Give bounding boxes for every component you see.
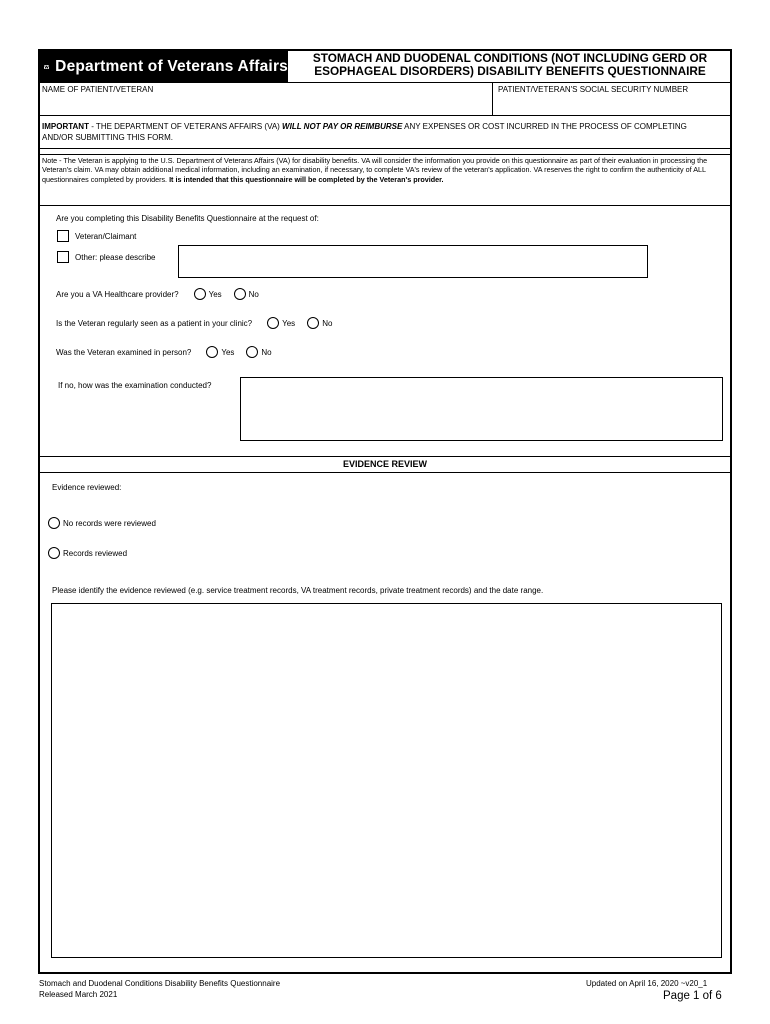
form-title: STOMACH AND DUODENAL CONDITIONS (NOT INCLUDING GERD OR ESOPHAGEAL DISORDERS) DISABILITY BENEFITS QUESTIONNAIRE	[312, 51, 708, 78]
va-seal-icon	[44, 55, 49, 79]
healthcare-no-radio[interactable]	[234, 288, 246, 300]
page-number: Page 1 of 6	[663, 990, 722, 1002]
note-paragraph: Note - The Veteran is applying to the U.S. Department of Veterans Affairs (VA) for disability benefits. VA will consider the information you provide on this questionnaire as part of their evaluation in processing the Veteran's claim. VA may obtain additional medical information, including an examination, if necessary, to complete VA's review of the veteran's application. VA reserves the right to confirm the authenticity of ALL questionnaires completed by providers. It is intended that this questionnaire will be completed by the Veteran's provider.	[42, 156, 708, 184]
no-records-radio[interactable]	[48, 517, 60, 529]
ssn-field[interactable]	[495, 95, 730, 115]
footer-form-name: Stomach and Duodenal Conditions Disability Benefits Questionnaire	[39, 979, 281, 988]
examined-no-radio[interactable]	[246, 346, 258, 358]
option-veteran: Veteran/Claimant	[57, 230, 136, 242]
regular-no-radio[interactable]	[307, 317, 319, 329]
evidence-description-input[interactable]	[51, 603, 722, 958]
important-notice: IMPORTANT - THE DEPARTMENT OF VETERANS AFFAIRS (VA) WILL NOT PAY OR REIMBURSE ANY EXPENSES OR COST INCURRED IN THE PROCESS OF COMPLETING AND/OR SUBMITTING THIS FORM.	[42, 122, 687, 142]
evidence-reviewed-label: Evidence reviewed:	[52, 483, 122, 492]
patient-name-field[interactable]	[42, 95, 490, 115]
footer-updated: Updated on April 16, 2020 ~v20_1	[586, 979, 708, 988]
footer-released: Released March 2021	[39, 990, 118, 999]
evidence-review-heading: EVIDENCE REVIEW	[342, 459, 427, 469]
healthcare-question: Are you a VA Healthcare provider? Yes No	[56, 289, 259, 299]
identify-evidence-label: Please identify the evidence reviewed (e.g. service treatment records, VA treatment records, private treatment records) and the date range.	[52, 586, 544, 595]
ssn-label: PATIENT/VETERAN'S SOCIAL SECURITY NUMBER	[498, 85, 689, 94]
agency-name: Department of Veterans Affairs	[55, 57, 288, 75]
regular-patient-question: Is the Veteran regularly seen as a patient in your clinic? Yes No	[56, 318, 333, 328]
veteran-checkbox[interactable]	[57, 230, 69, 242]
examined-yes-radio[interactable]	[206, 346, 218, 358]
va-logo-banner	[40, 51, 288, 82]
records-reviewed-radio[interactable]	[48, 547, 60, 559]
how-conducted-label: If no, how was the examination conducted?	[58, 381, 212, 390]
other-checkbox[interactable]	[57, 251, 69, 263]
how-conducted-input[interactable]	[240, 377, 723, 441]
no-records-option: No records were reviewed	[48, 517, 156, 529]
examined-question: Was the Veteran examined in person? Yes No	[56, 347, 272, 357]
request-question: Are you completing this Disability Benefits Questionnaire at the request of:	[56, 214, 319, 223]
patient-name-label: NAME OF PATIENT/VETERAN	[42, 85, 154, 94]
healthcare-yes-radio[interactable]	[194, 288, 206, 300]
other-describe-input[interactable]	[178, 245, 648, 278]
option-other: Other: please describe	[57, 251, 156, 263]
form-frame	[38, 49, 732, 974]
regular-yes-radio[interactable]	[267, 317, 279, 329]
records-reviewed-option: Records reviewed	[48, 547, 127, 559]
